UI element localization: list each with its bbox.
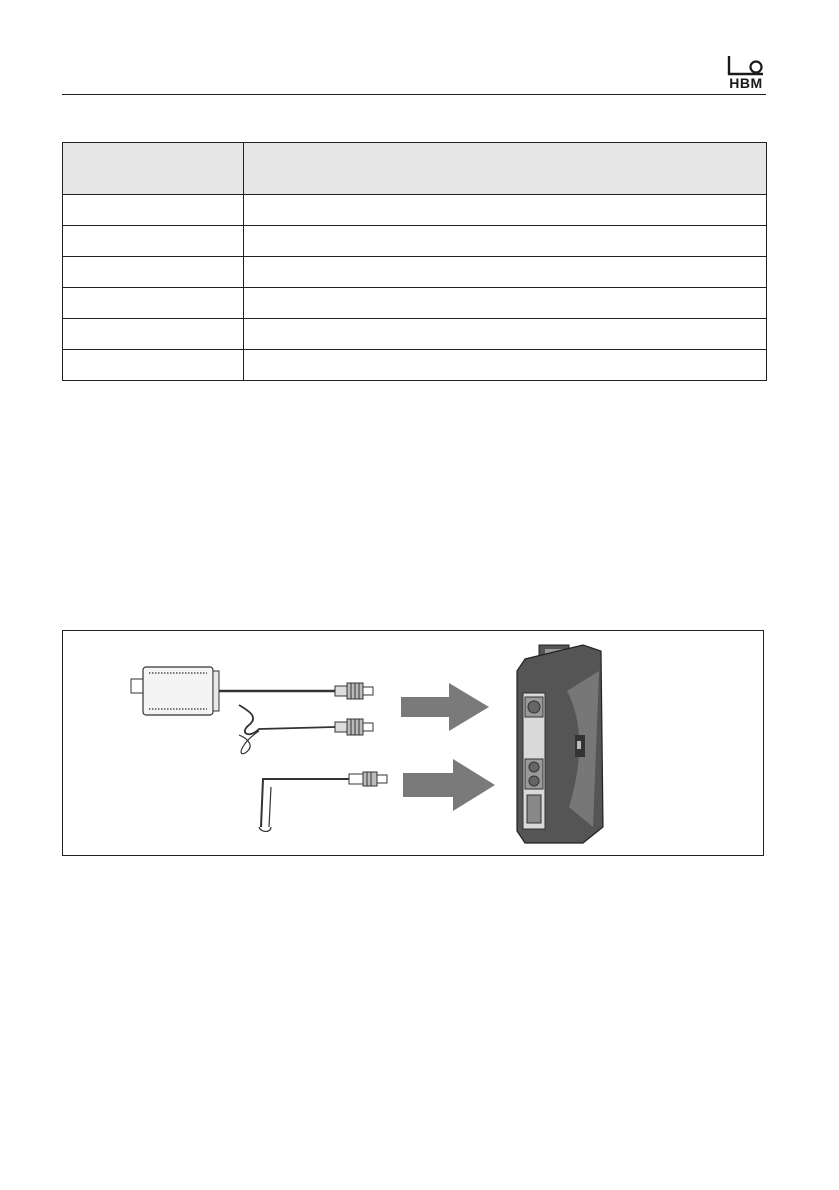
table-cell xyxy=(63,319,244,350)
power-supply-icon xyxy=(131,667,219,715)
connector-plug-icon xyxy=(335,719,373,735)
table-cell xyxy=(244,257,767,288)
table-row xyxy=(63,257,767,288)
table-cell xyxy=(244,350,767,381)
connector-plug-icon xyxy=(349,772,387,786)
table-cell xyxy=(244,195,767,226)
hbm-logo xyxy=(727,55,765,91)
connection-illustration xyxy=(63,631,763,855)
table-cell xyxy=(244,226,767,257)
table-cell xyxy=(63,257,244,288)
specification-table xyxy=(62,142,767,381)
table-row xyxy=(63,350,767,381)
table-cell xyxy=(244,288,767,319)
table-header-row xyxy=(63,143,767,195)
logo-text: HBM xyxy=(729,75,763,91)
table-row xyxy=(63,226,767,257)
measurement-module-icon xyxy=(517,645,603,843)
table-cell xyxy=(63,226,244,257)
table-cell xyxy=(63,288,244,319)
connection-figure xyxy=(62,630,764,856)
table-cell xyxy=(63,350,244,381)
table-row xyxy=(63,195,767,226)
table-header-cell xyxy=(244,143,767,195)
header-divider xyxy=(62,94,766,95)
table-header-cell xyxy=(63,143,244,195)
arrow-right-icon xyxy=(403,759,495,811)
table-row xyxy=(63,319,767,350)
hbm-logo-icon xyxy=(727,55,765,77)
table-row xyxy=(63,288,767,319)
table-cell xyxy=(63,195,244,226)
arrow-right-icon xyxy=(401,683,489,731)
connector-plug-icon xyxy=(335,683,373,699)
table-cell xyxy=(244,319,767,350)
